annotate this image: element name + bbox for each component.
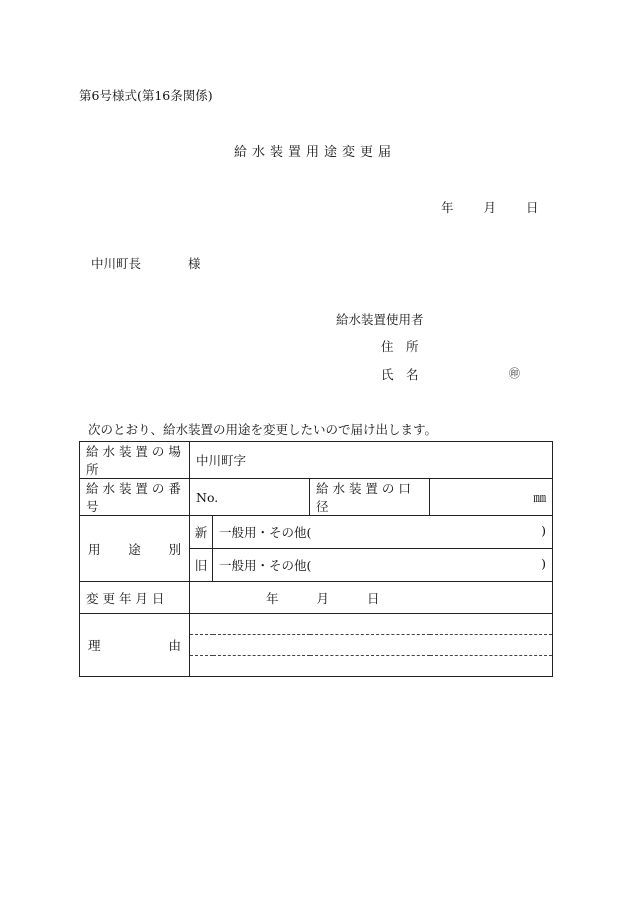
- new-usage-close: ): [541, 523, 547, 538]
- change-date-field[interactable]: [190, 582, 553, 614]
- date-year: 年: [441, 200, 454, 215]
- reason-row-1: [80, 614, 553, 635]
- change-date-month: 月: [316, 590, 330, 606]
- reason-line-2[interactable]: [190, 635, 553, 656]
- number-row: [80, 479, 553, 516]
- date-day: 日: [526, 200, 539, 215]
- reason-line-1[interactable]: [190, 614, 553, 635]
- reason-label: [80, 614, 190, 677]
- old-usage-field[interactable]: [213, 549, 553, 582]
- change-date-row: [80, 582, 553, 614]
- addressee: [91, 254, 201, 272]
- usage-label-char-2: 途: [128, 541, 141, 557]
- change-date-day: 日: [367, 590, 380, 606]
- document-title: 給水装置用途変更届: [233, 145, 396, 160]
- addressee-suffix: 様: [188, 256, 201, 271]
- usage-label: [80, 516, 190, 582]
- location-row: [80, 442, 553, 479]
- new-usage-option: 一般用・その他(: [219, 525, 312, 540]
- number-field[interactable]: No.: [190, 479, 310, 516]
- diameter-field[interactable]: ㎜: [430, 479, 553, 516]
- new-usage-field[interactable]: [213, 516, 553, 549]
- reason-line-3[interactable]: [190, 656, 553, 677]
- number-label: 給 水 装 置 の 番 号: [80, 479, 190, 516]
- form-table: [79, 441, 553, 677]
- location-label: 給 水 装 置 の 場 所: [80, 442, 190, 479]
- change-date-label: 変 更 年 月 日: [80, 582, 190, 614]
- intro-text: 次のとおり、給水装置の用途を変更したいので届け出します。: [88, 422, 438, 437]
- reason-label-char-2: 由: [168, 638, 181, 653]
- addressee-name: 中川町長: [91, 256, 142, 271]
- usage-label-char-3: 別: [168, 541, 181, 557]
- new-usage-label: 新: [190, 516, 213, 549]
- old-usage-option: 一般用・その他(: [219, 558, 312, 573]
- change-date-year: 年: [266, 590, 279, 606]
- diameter-label: 給 水 装 置 の 口 径: [310, 479, 430, 516]
- usage-new-row: [80, 516, 553, 549]
- address-label: 住 所: [381, 339, 419, 354]
- name-label: 氏 名: [381, 367, 419, 382]
- usage-label-char-1: 用: [88, 541, 101, 557]
- submission-date: [441, 198, 539, 216]
- old-usage-close: ): [541, 556, 547, 571]
- reason-label-char-1: 理: [88, 638, 101, 653]
- form-reference: 第6号様式(第16条関係): [79, 88, 213, 103]
- applicant-label: 給水装置使用者: [336, 312, 424, 327]
- location-field[interactable]: 中川町字: [190, 442, 553, 479]
- seal-mark: ㊞: [509, 367, 520, 380]
- old-usage-label: 旧: [190, 549, 213, 582]
- date-month: 月: [483, 200, 497, 215]
